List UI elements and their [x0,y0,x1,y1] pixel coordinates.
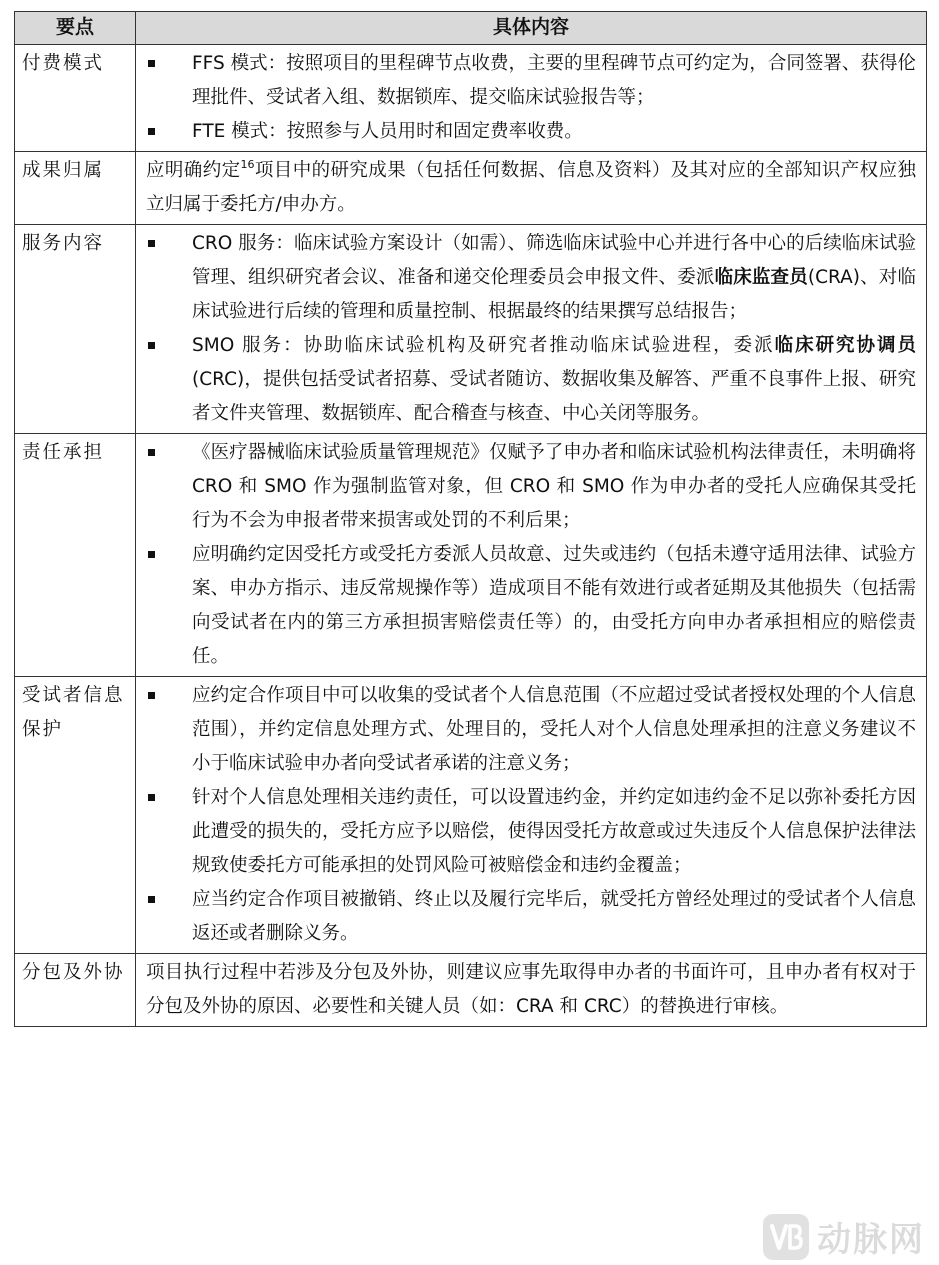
row-content-privacy [136,677,927,954]
header-key: 要点 [15,12,136,45]
row-content-fee [136,45,927,152]
row-key-subcontract: 分包及外协 [15,954,136,1027]
table-row-subcontract [15,954,927,1027]
header-content: 具体内容 [136,12,927,45]
table-header-row [15,12,927,45]
black-square-bullet-icon [148,342,155,349]
privacy-bullet-list [146,679,916,951]
row-key-liability: 责任承担 [15,434,136,677]
row-key-ownership: 成果归属 [15,152,136,225]
ownership-text-end: 项目中的研究成果（包括任何数据、信息及资料）及其对应的全部知识产权应独立归属于委托方/申办方。 [146,160,916,215]
service-bullet-list [146,227,916,431]
fee-bullet-fte: FTE 模式：按照参与人员用时和固定费率收费。 [192,121,583,142]
list-item [146,538,916,674]
black-square-bullet-icon [148,449,155,456]
smo-bold-role: 临床研究协调员 [774,335,916,356]
footnote-marker: 16 [240,158,255,171]
liability-bullet-2: 应明确约定因受托方或受托方委派人员故意、过失或违约（包括未遵守适用法律、试验方案、申办方指示、违反常规操作等）造成项目不能有效进行或者延期及其他损失（包括需向受试者在内的第三方承担损害赔偿责任等）的，由受托方向申办者承担相应的赔偿责任。 [192,544,916,667]
fee-bullet-list [146,47,916,149]
black-square-bullet-icon [148,551,155,558]
privacy-bullet-3: 应当约定合作项目被撤销、终止以及履行完毕后，就受托方曾经处理过的受试者个人信息返还或者删除义务。 [192,889,916,944]
list-item [146,47,916,115]
list-item [146,883,916,951]
row-content-ownership [136,152,927,225]
cro-text-start: CRO 服务：临床试验方案设计（如需）、筛选临床试验中心并进行各中心的后续临床试验管理、组织研究者会议、准备和递交伦理委员会申报文件、委派 [192,233,916,288]
liability-bullet-1: 《医疗器械临床试验质量管理规范》仅赋予了申办者和临床试验机构法律责任，未明确将 CRO 和 SMO 作为强制监管对象，但 CRO 和 SMO 作为申办者的受托人应确保其受托行为不会为申报者带来损害或处罚的不利后果； [192,442,916,531]
privacy-bullet-1: 应约定合作项目中可以收集的受试者个人信息范围（不应超过受试者授权处理的个人信息范围），并约定信息处理方式、处理目的，受托人对个人信息处理承担的注意义务建议不小于临床试验申办者向受试者承诺的注意义务； [192,685,916,774]
list-item [146,227,916,329]
watermark-text: 动脉网 [817,1220,925,1260]
black-square-bullet-icon [148,240,155,247]
privacy-bullet-2: 针对个人信息处理相关违约责任，可以设置违约金，并约定如违约金不足以弥补委托方因此遭受的损失的，受托方应予以赔偿，使得因受托方故意或过失违反个人信息保护法律法规致使委托方可能承担的处罚风险可被赔偿金和违约金覆盖； [192,787,916,876]
liability-bullet-list [146,436,916,674]
table-row-fee [15,45,927,152]
list-item [146,329,916,431]
list-item [146,679,916,781]
row-content-service [136,225,927,434]
smo-text-start: SMO 服务：协助临床试验机构及研究者推动临床试验进程，委派 [192,335,775,356]
table-row-liability [15,434,927,677]
contract-key-points-table [14,11,927,1027]
black-square-bullet-icon [148,794,155,801]
table-row-service [15,225,927,434]
table-row-privacy [15,677,927,954]
row-content-liability [136,434,927,677]
ownership-text-start: 应明确约定 [146,160,241,181]
row-key-service: 服务内容 [15,225,136,434]
row-content-subcontract: 项目执行过程中若涉及分包及外协，则建议应事先取得申办者的书面许可，且申办者有权对于分包及外协的原因、必要性和关键人员（如：CRA 和 CRC）的替换进行审核。 [136,954,927,1027]
row-key-fee: 付费模式 [15,45,136,152]
table-row-ownership [15,152,927,225]
list-item [146,781,916,883]
watermark [763,1212,925,1261]
cro-text-end: (CRA)、对临床试验进行后续的管理和质量控制、根据最终的结果撰写总结报告； [192,267,916,322]
list-item [146,115,916,149]
smo-text-end: (CRC)，提供包括受试者招募、受试者随访、数据收集及解答、严重不良事件上报、研究者文件夹管理、数据锁库、配合稽查与核查、中心关闭等服务。 [192,369,916,424]
black-square-bullet-icon [148,692,155,699]
row-key-privacy: 受试者信息保护 [15,677,136,954]
vb-logo-icon [763,1214,809,1260]
cro-bold-role: 临床监查员 [714,267,808,288]
fee-bullet-ffs: FFS 模式：按照项目的里程碑节点收费，主要的里程碑节点可约定为，合同签署、获得伦理批件、受试者入组、数据锁库、提交临床试验报告等； [192,53,916,108]
black-square-bullet-icon [148,60,155,67]
document-page [14,11,926,1027]
black-square-bullet-icon [148,128,155,135]
black-square-bullet-icon [148,896,155,903]
list-item [146,436,916,538]
